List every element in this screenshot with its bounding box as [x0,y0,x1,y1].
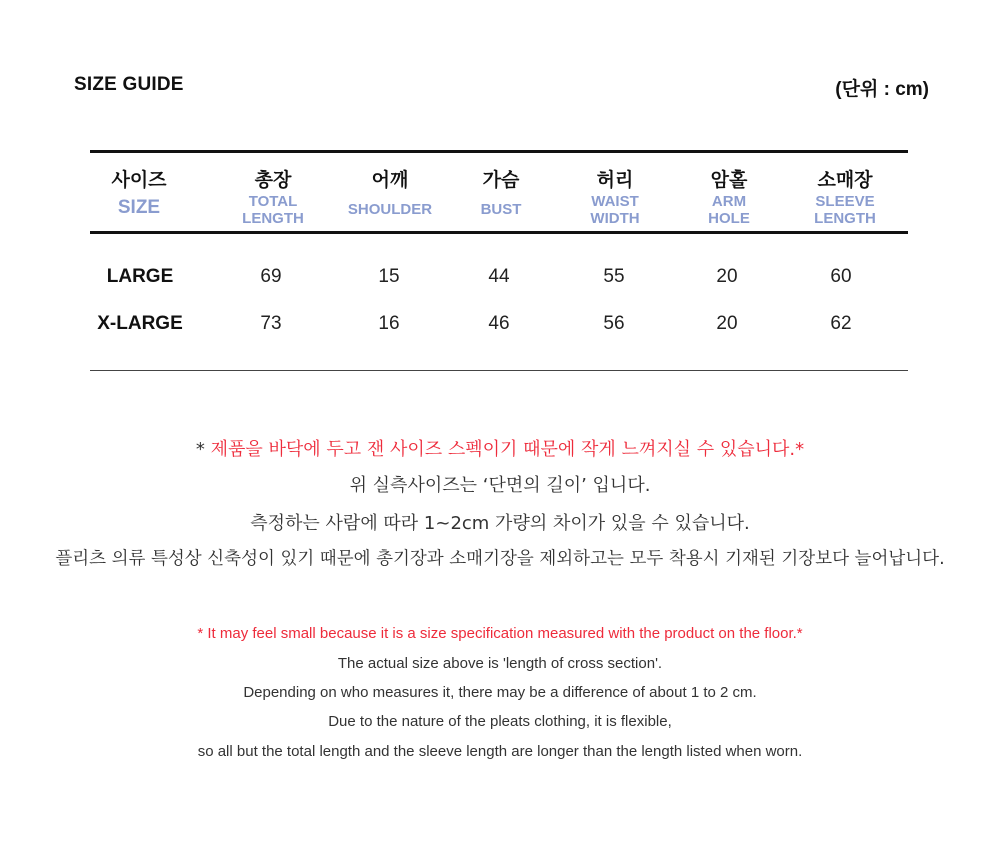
notice-en-line2: The actual size above is 'length of cross section'. [337,655,663,672]
table-cell: 62 [830,313,852,334]
notice-en-line5: so all but the total length and the sleeve length are longer than the length listed when worn. [197,743,803,760]
col-header-en [785,193,905,227]
col-header-en: BUST [480,201,522,218]
col-header-ko: 총장 [254,170,292,191]
notice-ko-line4: 플리츠 의류 특성상 신축성이 있기 때문에 총기장과 소매기장을 제외하고는 모두 착용시 기재된 기장보다 늘어납니다. [55,549,945,569]
col-header-en-line2: WIDTH [590,210,640,227]
table-top-rule [90,150,908,153]
table-bottom-rule [90,370,908,371]
table-cell: 69 [260,266,282,287]
col-header-ko: 허리 [596,170,634,191]
table-cell: 46 [488,313,510,334]
col-header-ko: 사이즈 [111,170,167,191]
col-header-en-line1: ARM [711,193,747,210]
notice-star: * [195,439,205,460]
table-cell: 55 [603,266,625,287]
notice-en-line1: * It may feel small because it is a size specification measured with the product on the floor.* [197,625,803,642]
table-row-size: X-LARGE [97,313,183,334]
col-header-en [213,193,333,227]
col-header-en-line1: SLEEVE [815,193,875,210]
table-header-rule [90,231,908,234]
table-cell: 60 [830,266,852,287]
notice-ko-line2: 위 실측사이즈는 ‘단면의 길이’ 입니다. [349,475,651,496]
notice-ko-line1 [0,435,1000,461]
unit-label: (단위 : cm) [835,79,929,100]
col-header-ko: 암홀 [710,170,748,191]
table-cell: 20 [716,313,738,334]
table-cell: 44 [488,266,510,287]
col-header-en-line1: WAIST [591,193,639,210]
col-header-en: SIZE [117,197,161,218]
table-row-size: LARGE [106,266,174,287]
col-header-en-line1: TOTAL [248,193,298,210]
col-header-ko: 어깨 [371,170,409,191]
notice-en-line3: Depending on who measures it, there may be a difference of about 1 to 2 cm. [243,684,757,701]
table-cell: 20 [716,266,738,287]
col-header-ko: 소매장 [817,170,873,191]
col-header-ko: 가슴 [482,170,520,191]
table-cell: 15 [378,266,400,287]
col-header-en: SHOULDER [347,201,433,218]
notice-en-line4: Due to the nature of the pleats clothing, it is flexible, [328,713,672,730]
col-header-en-line2: LENGTH [814,210,876,227]
col-header-en-line2: LENGTH [242,210,304,227]
notice-warning-text: 제품을 바닥에 두고 잰 사이즈 스펙이기 때문에 작게 느껴지실 수 있습니다.* [210,439,805,460]
col-header-en-line2: HOLE [708,210,750,227]
table-cell: 56 [603,313,625,334]
size-guide-title: SIZE GUIDE [74,74,184,95]
table-cell: 16 [378,313,400,334]
notice-ko-line3: 측정하는 사람에 따라 1~2cm 가량의 차이가 있을 수 있습니다. [250,513,750,534]
col-header-en [669,193,789,227]
col-header-en [555,193,675,227]
table-cell: 73 [260,313,282,334]
